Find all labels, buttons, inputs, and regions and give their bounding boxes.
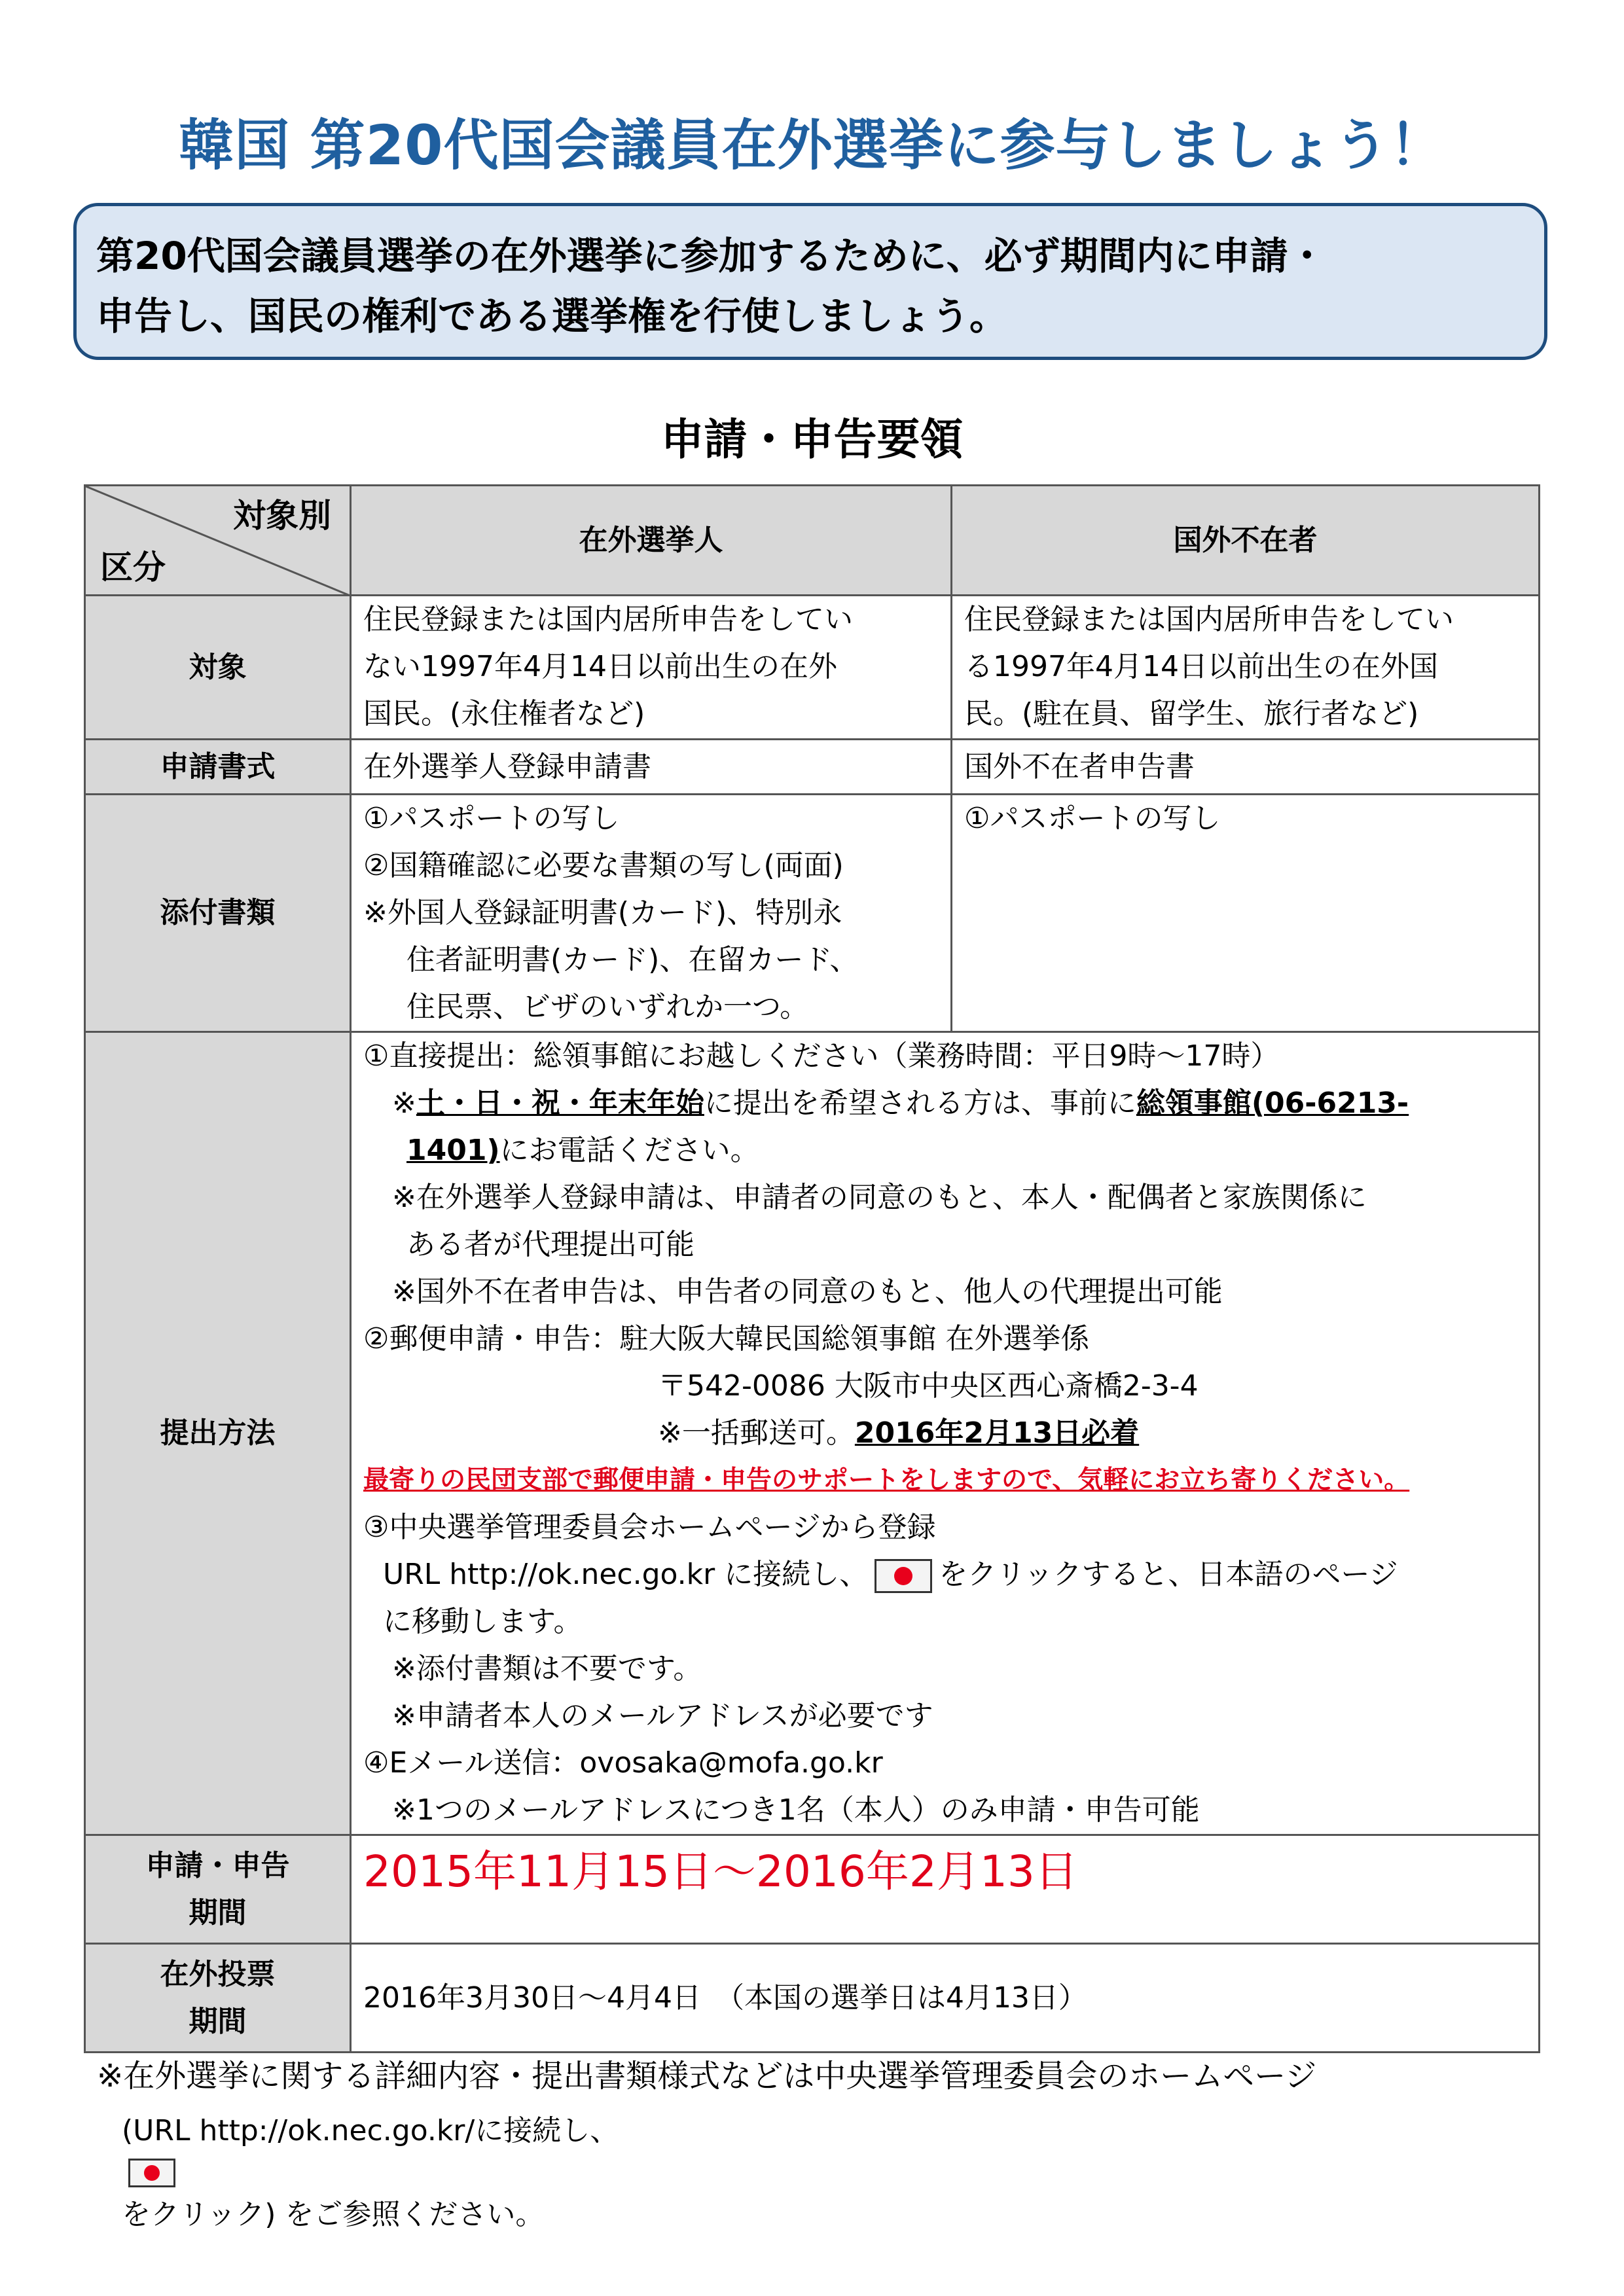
row-label-attachments: 添付書類 [85, 795, 351, 1032]
section-heading: 申請・申告要領 [660, 414, 964, 465]
attachment-note: 住者証明書(カード)、在留カード、 [406, 943, 859, 977]
table-row-attachments [85, 795, 1540, 1032]
column-header-overseas-voter: 在外選挙人 [351, 486, 952, 596]
intro-line-1: 第20代国会議員選挙の在外選挙に参加するために、必ず期間内に申請・ [96, 234, 1326, 278]
target-col2-line: 住民登録または国内居所申告をしてい [964, 603, 1454, 636]
consulate-phone[interactable]: 総領事館(06-6213- [1136, 1086, 1409, 1120]
row-label-form: 申請書式 [85, 740, 351, 795]
footer-line-1: ※在外選挙に関する詳細内容・提出書類様式などは中央選挙管理委員会のホームページ [97, 2058, 1317, 2094]
mail-submission: ②郵便申請・申告：駐大阪大韓民国総領事館 在外選挙係 [363, 1322, 1090, 1355]
intro-line-2: 申告し、国民の権利である選挙権を行使しましょう。 [96, 294, 1008, 338]
weekend-mid: に提出を希望される方は、事前に [704, 1086, 1136, 1120]
direct-submission: ①直接提出：総領事館にお越しください（業務時間：平日9時～17時） [363, 1039, 1280, 1073]
target-overseas-voter [351, 596, 952, 740]
target-col1-line: ない1997年4月14日以前出生の在外 [363, 650, 837, 683]
table-row-period [85, 1835, 1540, 1944]
corner-label-target: 対象別 [233, 497, 331, 535]
attachment-note: 住民票、ビザのいずれか一つ。 [406, 990, 809, 1024]
table-header-row [85, 486, 1540, 596]
web-url[interactable]: URL http://ok.nec.go.kr に接続し、 [383, 1558, 869, 1591]
proxy-note-1-cont: ある者が代理提出可能 [406, 1228, 695, 1261]
japan-flag-icon[interactable] [128, 2159, 175, 2187]
target-col2-line: 民。(駐在員、留学生、旅行者など) [964, 697, 1419, 730]
target-absentee [952, 596, 1540, 740]
web-url-suffix: をクリックすると、日本語のページ [939, 1558, 1398, 1591]
mail-address: 〒542-0086 大阪市中央区西心斎橋2-3-4 [658, 1369, 1199, 1403]
weekend-note [363, 1080, 1526, 1127]
attachment-item: ②国籍確認に必要な書類の写し(両面) [363, 849, 844, 882]
footer-url[interactable]: (URL http://ok.nec.go.kr/に接続し、 [122, 2114, 619, 2147]
form-overseas-voter: 在外選挙人登録申請書 [351, 740, 952, 795]
japan-flag-icon[interactable] [875, 1559, 932, 1593]
weekend-days: 土・日・祝・年末年始 [416, 1086, 704, 1120]
attachments-absentee [952, 795, 1540, 1032]
proxy-note-1: ※在外選挙人登録申請は、申請者の同意のもと、本人・配偶者と家族関係に [392, 1181, 1367, 1214]
table-row-submission [85, 1032, 1540, 1835]
target-col1-line: 国民。(永住権者など) [363, 697, 645, 730]
attachment-item: ①パスポートの写し [363, 802, 620, 835]
mail-deadline: 2016年2月13日必着 [854, 1416, 1140, 1450]
intro-box [73, 203, 1547, 360]
application-period-value: 2015年11月15日～2016年2月13日 [363, 1846, 1078, 1897]
corner-cell [85, 486, 351, 596]
period-label-1: 申請・申告 [145, 1848, 290, 1882]
footer-note [97, 2049, 1316, 2242]
email-limit-note: ※1つのメールアドレスにつき1名（本人）のみ申請・申告可能 [392, 1793, 1200, 1827]
voting-label-2: 期間 [189, 2004, 247, 2038]
row-label-target: 対象 [85, 596, 351, 740]
no-attachment-note: ※添付書類は不要です。 [392, 1652, 702, 1685]
attachment-note: ※外国人登録証明書(カード)、特別永 [363, 896, 842, 929]
consulate-phone-cont[interactable]: 1401) [406, 1134, 500, 1167]
table-row-form [85, 740, 1540, 795]
application-period [351, 1835, 1540, 1944]
web-submission: ③中央選挙管理委員会ホームページから登録 [363, 1511, 936, 1544]
corner-label-category: 区分 [100, 548, 166, 586]
mindan-support-note: 最寄りの民団支部で郵便申請・申告のサポートをしますので、気軽にお立ち寄りください。 [363, 1465, 1410, 1495]
footer-line-2-suffix: をクリック) をご参照ください。 [122, 2198, 545, 2231]
guideline-table [84, 484, 1540, 2053]
bulk-prefix: ※一括郵送可。 [658, 1416, 855, 1450]
footer-line-2 [97, 2104, 1316, 2242]
voting-label-1: 在外投票 [160, 1957, 276, 1991]
target-col1-line: 住民登録または国内居所申告をしてい [363, 603, 853, 636]
row-label-period [85, 1835, 351, 1944]
table-row-voting [85, 1944, 1540, 2053]
table-row-target [85, 596, 1540, 740]
web-url-line-2: に移動します。 [383, 1605, 583, 1638]
period-label-2: 期間 [189, 1895, 247, 1929]
voting-period-value: 2016年3月30日～4月4日 （本国の選挙日は4月13日） [351, 1944, 1540, 2053]
weekend-end: にお電話ください。 [499, 1134, 759, 1167]
row-label-voting [85, 1944, 351, 2053]
form-absentee: 国外不在者申告書 [952, 740, 1540, 795]
proxy-note-2: ※国外不在者申告は、申告者の同意のもと、他人の代理提出可能 [392, 1275, 1223, 1308]
email-needed-note: ※申請者本人のメールアドレスが必要です [392, 1699, 933, 1732]
bulk-mail-note [363, 1410, 1526, 1457]
attachment-item: ①パスポートの写し [964, 802, 1221, 835]
page-title: 韓国 第20代国会議員在外選挙に参与しましょう！ [179, 113, 1445, 177]
submission-methods [351, 1032, 1540, 1835]
attachments-overseas-voter [351, 795, 952, 1032]
row-label-submission: 提出方法 [85, 1032, 351, 1835]
weekend-prefix: ※ [392, 1086, 416, 1120]
web-url-line [363, 1551, 1526, 1598]
column-header-absentee: 国外不在者 [952, 486, 1540, 596]
weekend-note-cont [363, 1127, 1526, 1174]
target-col2-line: る1997年4月14日以前出生の在外国 [964, 650, 1438, 683]
email-submission[interactable]: ④Eメール送信：ovosaka@mofa.go.kr [363, 1746, 883, 1780]
